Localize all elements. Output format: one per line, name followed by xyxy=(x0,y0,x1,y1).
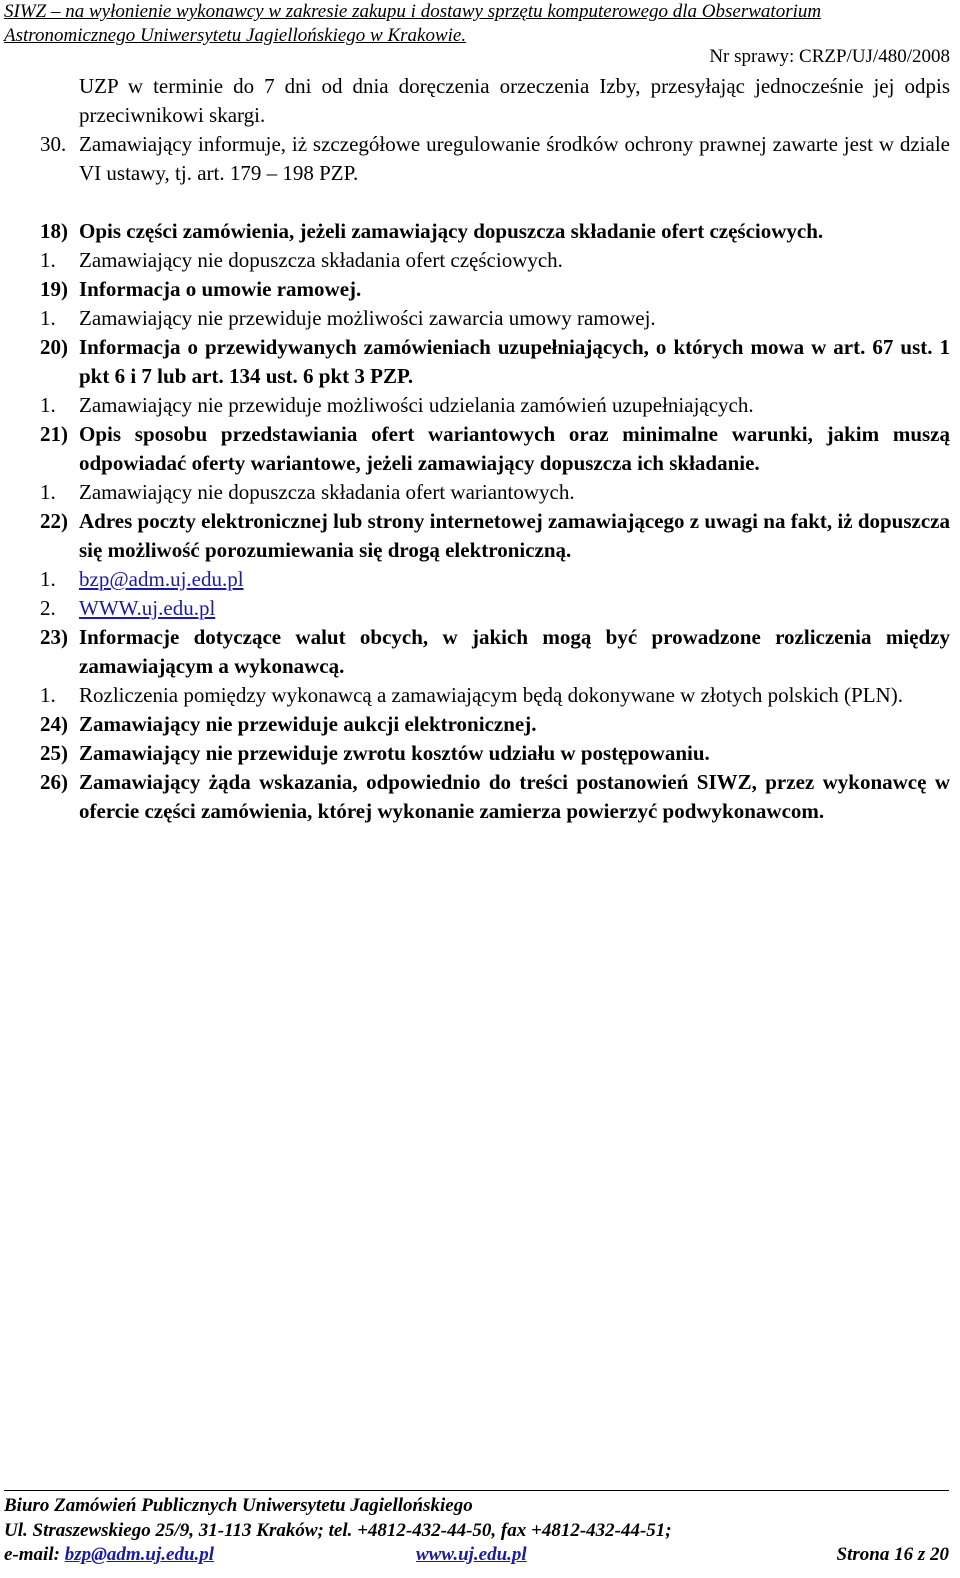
section-19-item-1 xyxy=(40,304,950,333)
spacer xyxy=(40,188,950,217)
section-26-heading xyxy=(40,768,950,826)
footer-office-name: Biuro Zamówień Publicznych Uniwersytetu Jagiellońskiego xyxy=(4,1495,473,1516)
section-18-item-1 xyxy=(40,246,950,275)
item-number: 1. xyxy=(40,480,56,504)
page-footer xyxy=(4,1490,949,1568)
section-18-heading xyxy=(40,217,950,246)
section-22-heading xyxy=(40,507,950,565)
section-20-item-1 xyxy=(40,391,950,420)
email-link[interactable]: bzp@adm.uj.edu.pl xyxy=(79,567,244,591)
section-number: 18) xyxy=(40,219,68,243)
document-body xyxy=(40,72,950,826)
section-number: 25) xyxy=(40,741,68,765)
email-label: e-mail: xyxy=(4,1544,60,1565)
section-number: 24) xyxy=(40,712,68,736)
section-title: Opis sposobu przedstawiania ofert wariantowych oraz minimalne warunki, jakim muszą odpowiadać oferty wariantowe, jeżeli zamawiający dopuszcza ich składanie. xyxy=(79,422,950,475)
item-number: 1. xyxy=(40,393,56,417)
website-link[interactable]: WWW.uj.edu.pl xyxy=(79,596,216,620)
item-text: Zamawiający informuje, iż szczegółowe uregulowanie środków ochrony prawnej zawarte jest w dziale VI ustawy, tj. art. 179 – 198 PZP. xyxy=(79,132,950,185)
section-23-heading xyxy=(40,623,950,681)
page-number: Strona 16 z 20 xyxy=(836,1544,949,1565)
section-title: Zamawiający nie przewiduje aukcji elektronicznej. xyxy=(79,712,537,736)
item-number: 2. xyxy=(40,596,56,620)
section-title: Zamawiający żąda wskazania, odpowiednio do treści postanowień SIWZ, przez wykonawcę w ofercie części zamówienia, której wykonanie zamierza powierzyć podwykonawcom. xyxy=(79,770,950,823)
section-title: Informacja o przewidywanych zamówieniach uzupełniających, o których mowa w art. 67 ust. 1 pkt 6 i 7 lub art. 134 ust. 6 pkt 3 PZP. xyxy=(79,335,950,388)
section-22-item-1 xyxy=(40,565,950,594)
section-number: 21) xyxy=(40,422,68,446)
section-number: 20) xyxy=(40,335,68,359)
footer-contact-row xyxy=(4,1543,949,1568)
header-title-line-2: Astronomicznego Uniwersytetu Jagiellońskiego w Krakowie. xyxy=(4,25,467,46)
section-25-heading xyxy=(40,739,950,768)
item-number: 1. xyxy=(40,248,56,272)
footer-website-link[interactable]: www.uj.edu.pl xyxy=(416,1544,527,1565)
section-title: Informacje dotyczące walut obcych, w jakich mogą być prowadzone rozliczenia między zamawiającym a wykonawcą. xyxy=(79,625,950,678)
section-number: 19) xyxy=(40,277,68,301)
item-number: 30. xyxy=(40,132,67,156)
footer-email-link[interactable]: bzp@adm.uj.edu.pl xyxy=(64,1544,215,1565)
section-title: Zamawiający nie przewiduje zwrotu kosztów udziału w postępowaniu. xyxy=(79,741,710,765)
section-number: 26) xyxy=(40,770,68,794)
continued-paragraph: UZP w terminie do 7 dni od dnia doręczenia orzeczenia Izby, przesyłając jednocześnie jej odpis przeciwnikowi skargi. xyxy=(79,74,950,127)
case-number: Nr sprawy: CRZP/UJ/480/2008 xyxy=(709,46,950,67)
section-19-heading xyxy=(40,275,950,304)
section-number: 23) xyxy=(40,625,68,649)
page-header xyxy=(4,0,956,67)
list-item-30 xyxy=(40,130,950,188)
section-number: 22) xyxy=(40,509,68,533)
section-21-heading xyxy=(40,420,950,478)
item-number: 1. xyxy=(40,567,56,591)
footer-address: Ul. Straszewskiego 25/9, 31-113 Kraków; tel. +4812-432-44-50, fax +4812-432-44-51; xyxy=(4,1519,672,1541)
item-text: Rozliczenia pomiędzy wykonawcą a zamawiającym będą dokonywane w złotych polskich (PLN). xyxy=(79,683,903,707)
section-24-heading xyxy=(40,710,950,739)
header-title-line-1: SIWZ – na wyłonienie wykonawcy w zakresie zakupu i dostawy sprzętu komputerowego dla Obserwatorium xyxy=(4,1,822,22)
item-number: 1. xyxy=(40,683,56,707)
item-text: Zamawiający nie dopuszcza składania ofert częściowych. xyxy=(79,248,563,272)
section-23-item-1 xyxy=(40,681,950,710)
item-number: 1. xyxy=(40,306,56,330)
item-text: Zamawiający nie dopuszcza składania ofert wariantowych. xyxy=(79,480,575,504)
section-title: Adres poczty elektronicznej lub strony internetowej zamawiającego z uwagi na fakt, iż dopuszcza się możliwość porozumiewania się drogą elektroniczną. xyxy=(79,509,950,562)
item-text: Zamawiający nie przewiduje możliwości udzielania zamówień uzupełniających. xyxy=(79,393,754,417)
section-title: Informacja o umowie ramowej. xyxy=(79,277,362,301)
item-text: Zamawiający nie przewiduje możliwości zawarcia umowy ramowej. xyxy=(79,306,656,330)
section-21-item-1 xyxy=(40,478,950,507)
section-title: Opis części zamówienia, jeżeli zamawiający dopuszcza składanie ofert częściowych. xyxy=(79,219,824,243)
section-22-item-2 xyxy=(40,594,950,623)
section-20-heading xyxy=(40,333,950,391)
